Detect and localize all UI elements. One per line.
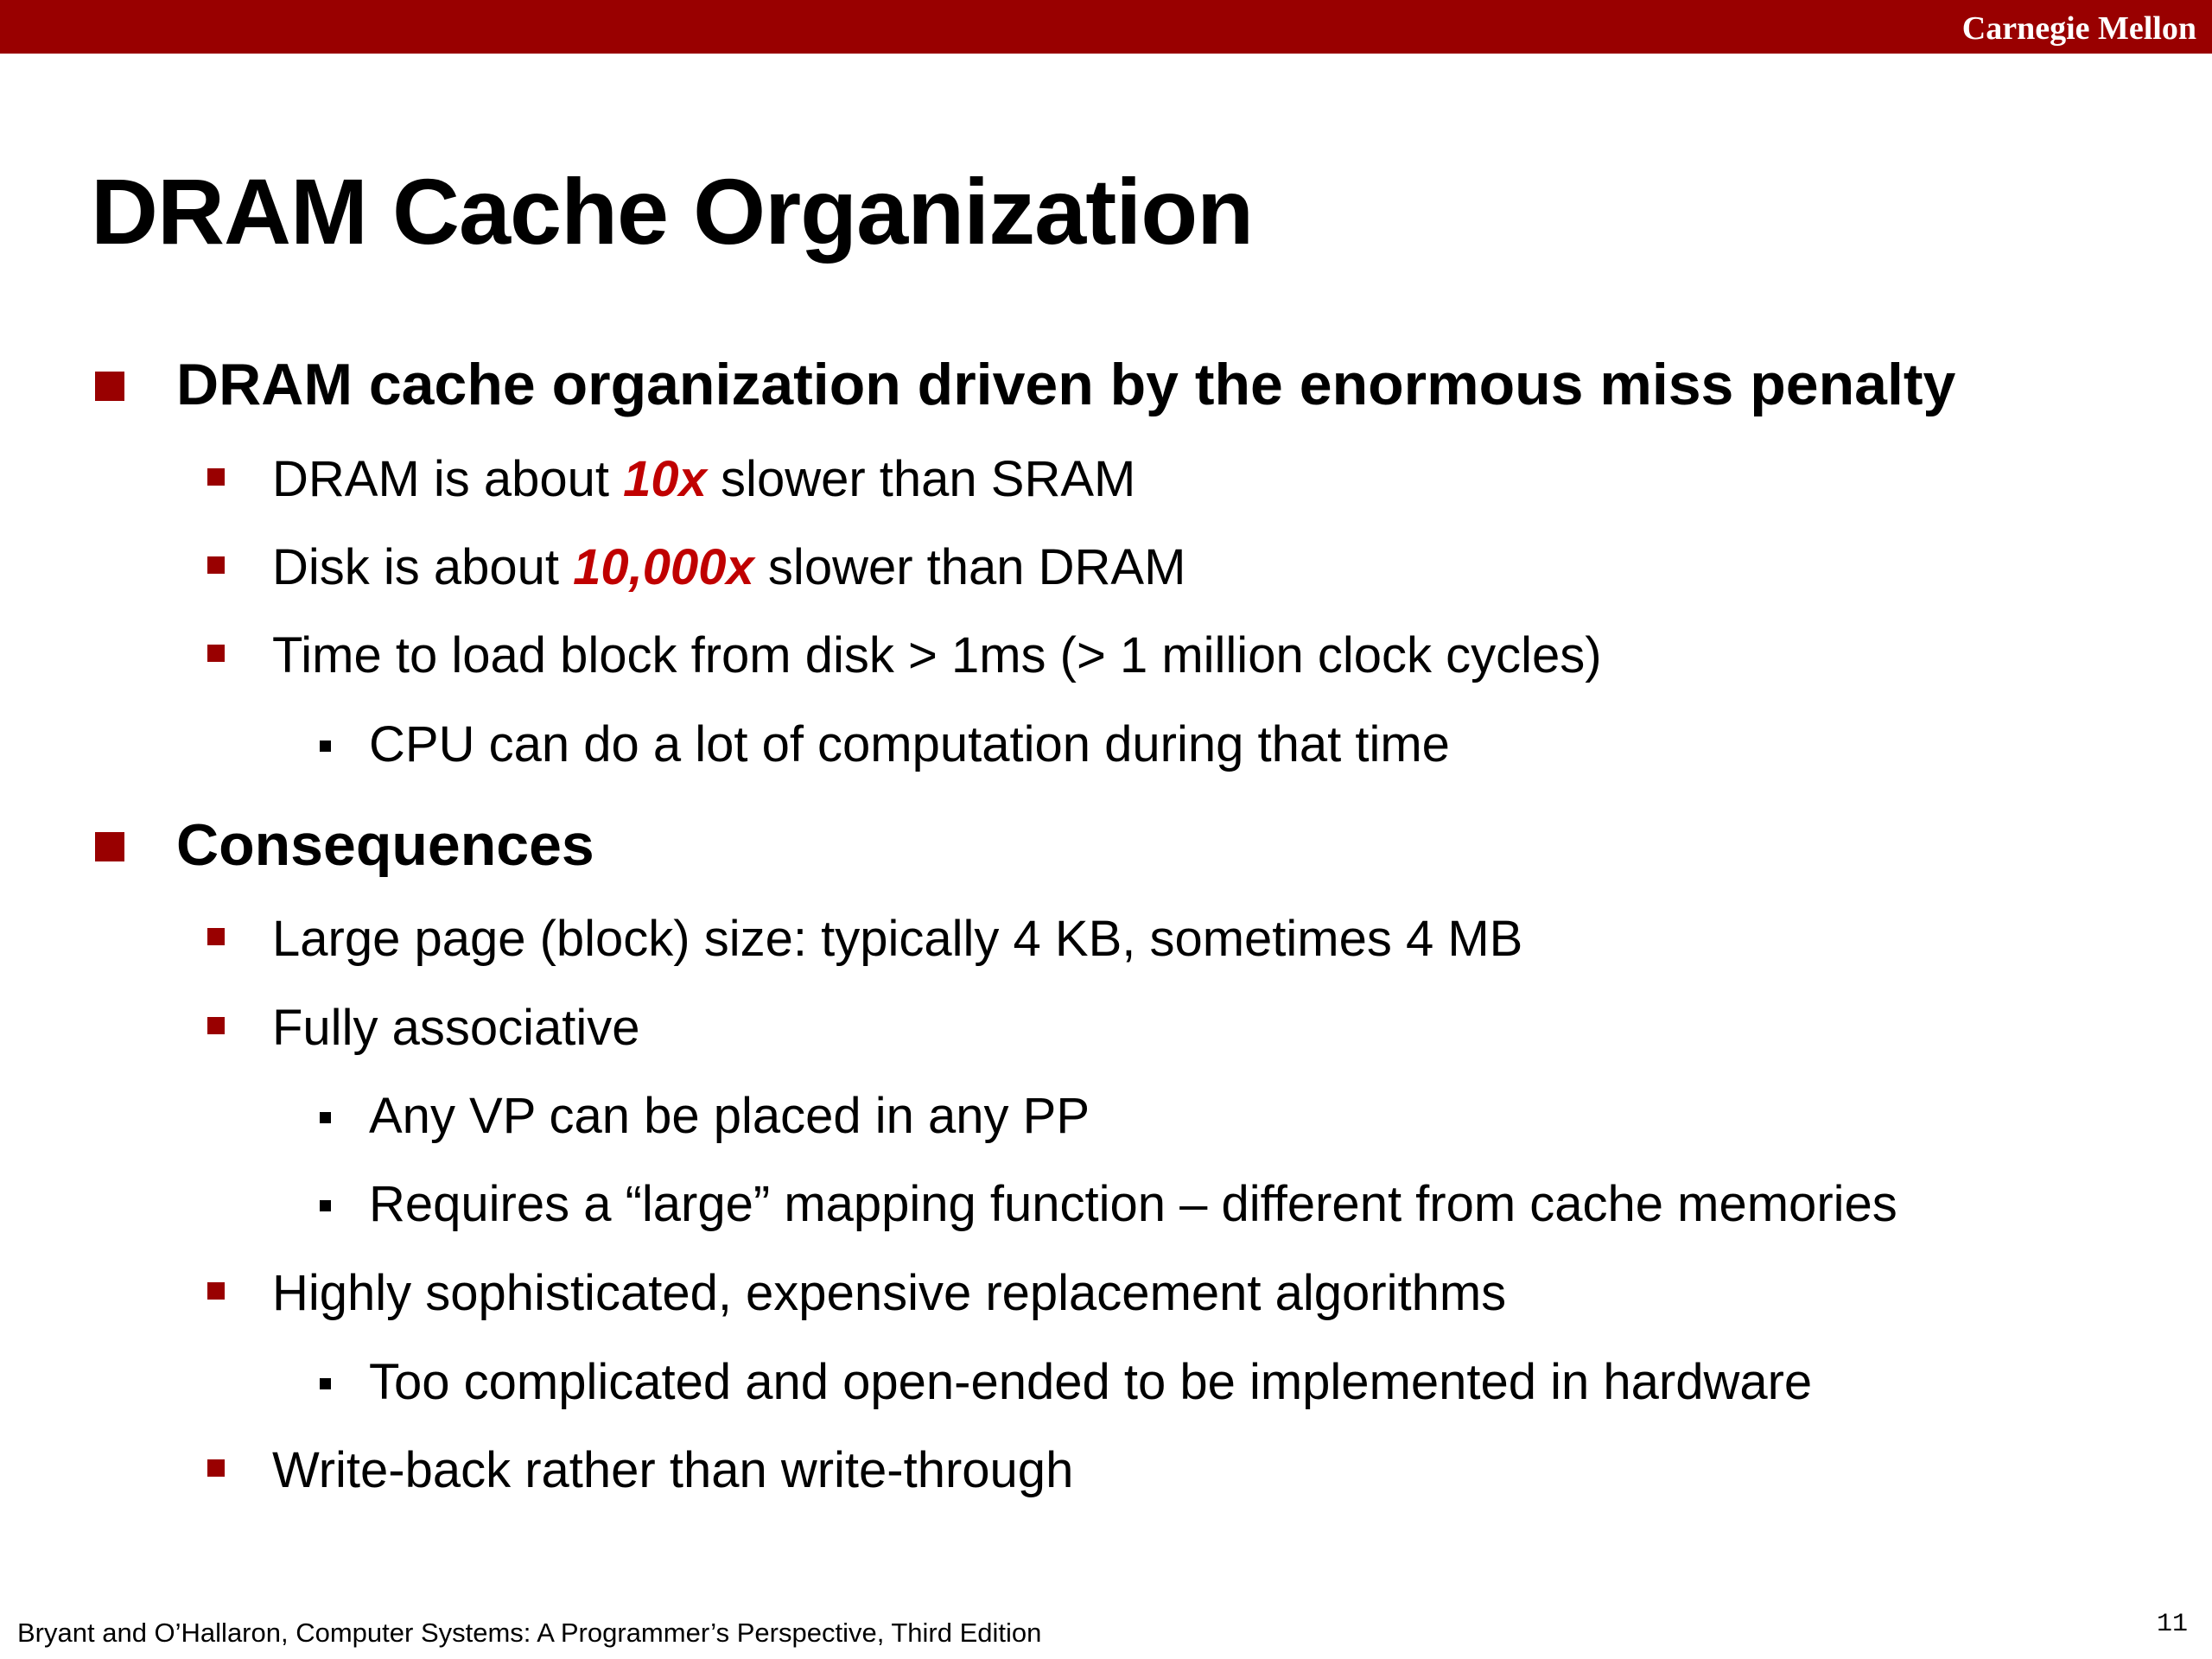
square-bullet-icon — [207, 1459, 225, 1477]
header-bar — [0, 0, 2212, 54]
small-square-bullet-icon — [320, 1200, 331, 1211]
square-bullet-icon — [95, 372, 124, 401]
bullet-text: Too complicated and open-ended to be implemented in hardware — [369, 1354, 1813, 1410]
page-number: 11 — [2156, 1610, 2188, 1639]
bullet-text: Requires a “large” mapping function – different from cache memories — [369, 1176, 1897, 1232]
square-bullet-icon — [207, 1017, 225, 1034]
bullet-text: Large page (block) size: typically 4 KB, sometimes 4 MB — [272, 911, 1523, 967]
bullet-text: Consequences — [176, 812, 594, 878]
bullet-text: CPU can do a lot of computation during that time — [369, 716, 1450, 772]
square-bullet-icon — [207, 1282, 225, 1300]
bullet-text: Fully associative — [272, 1000, 640, 1056]
square-bullet-icon — [207, 468, 225, 486]
emphasis-value: 10,000x — [573, 539, 754, 595]
slide-title: DRAM Cache Organization — [91, 159, 1254, 264]
square-bullet-icon — [207, 556, 225, 574]
bullet-text: Any VP can be placed in any PP — [369, 1088, 1090, 1144]
small-square-bullet-icon — [320, 1112, 331, 1123]
square-bullet-icon — [207, 645, 225, 662]
small-square-bullet-icon — [320, 741, 331, 752]
square-bullet-icon — [207, 928, 225, 945]
bullet-text: DRAM cache organization driven by the enormous miss penalty — [176, 352, 1956, 417]
brand-logo-text: Carnegie Mellon — [1961, 10, 2196, 47]
bullet-text: Write-back rather than write-through — [272, 1442, 1074, 1498]
bullet-text: Time to load block from disk > 1ms (> 1 million clock cycles) — [272, 627, 1602, 683]
square-bullet-icon — [95, 832, 124, 861]
bullet-text: Disk is about 10,000x slower than DRAM — [272, 539, 1186, 595]
emphasis-value: 10x — [623, 451, 707, 507]
footer-citation: Bryant and O’Hallaron, Computer Systems: A Programmer’s Perspective, Third Edition — [17, 1618, 1042, 1648]
small-square-bullet-icon — [320, 1378, 331, 1389]
bullet-text: Highly sophisticated, expensive replacement algorithms — [272, 1265, 1507, 1321]
bullet-text: DRAM is about 10x slower than SRAM — [272, 451, 1136, 507]
